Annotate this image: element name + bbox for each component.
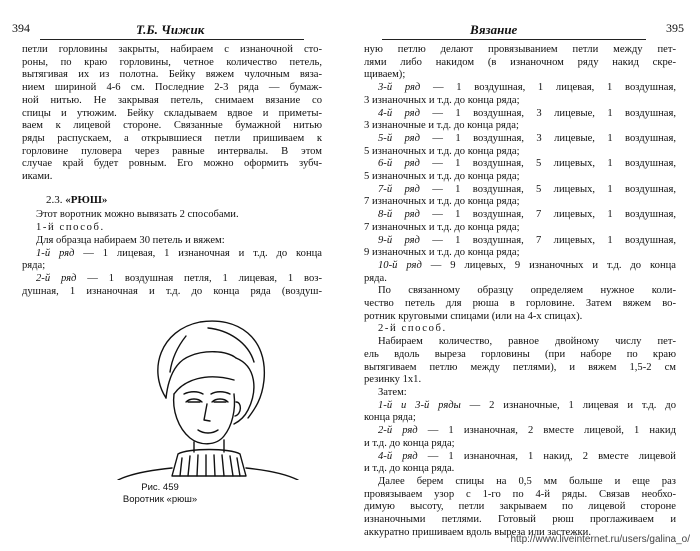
row-text: — 1 воздушная петля, 1 лицевая, 1 воз-	[76, 272, 322, 284]
rows-1-3-line	[364, 400, 676, 413]
text-line: ротник круговыми спицами (или на 4-х спицах).	[364, 310, 583, 322]
row-text: — 1 воздушная, 3 лицевые, 1 воздушная,	[419, 132, 676, 144]
then-line: Затем:	[378, 386, 407, 398]
figure-number: Рис. 459	[141, 482, 179, 493]
text-line: аккуратно пришиваем вдоль выреза или застежки.	[364, 526, 592, 538]
pattern-row-cont: 3 изнаночные и т.д. до конца ряда;	[364, 120, 519, 132]
text-line: чество петель для рюша в горловине. Затем вяжем во-	[364, 298, 676, 310]
row-text: — 1 воздушная, 3 лицевые, 1 воздушная,	[419, 107, 676, 119]
woman-ruffle-collar-illustration	[108, 310, 308, 480]
row-label: 5-й ряд	[378, 132, 420, 144]
row-label: 10-й ряд	[378, 259, 422, 271]
right-page	[350, 0, 700, 551]
row-text: — 1 воздушная, 7 лицевых, 1 воздушная,	[419, 209, 676, 221]
row-1-line	[22, 248, 322, 261]
pattern-row-cont: 7 изнаночных и т.д. до конца ряда;	[364, 221, 520, 233]
row-text: — 2 изнаночные, 1 лицевая и т.д. до	[460, 399, 676, 411]
text-line: Набираем количество, равное двойному числу пет-	[378, 336, 676, 348]
text-line: вытягиваем петлю между петлями), и вяжем 1,5-2 см	[364, 361, 676, 373]
text-line: роны, по краю горловины, четное количество петель,	[22, 56, 322, 68]
pattern-rows-list	[364, 82, 676, 260]
rows-1-3-cont: конца ряда;	[364, 412, 416, 424]
text-line: щиваем);	[364, 69, 406, 81]
right-page-number: 395	[666, 21, 684, 35]
row-text: — 1 воздушная, 5 лицевых, 1 воздушная,	[419, 158, 676, 170]
pattern-row-line	[364, 158, 676, 171]
text-line: изнаночными петлями. Готовый рюш проглаживаем и	[364, 514, 676, 526]
row-label: 6-й ряд	[378, 158, 420, 170]
pattern-row-cont: 5 изнаночных и т.д. до конца ряда;	[364, 171, 520, 183]
text-line: По связанному образцу определяем нужное коли-	[378, 285, 676, 297]
text-line: лями либо накидом (в изнаночном ряду накид скре-	[364, 56, 676, 68]
text-line: ель вдоль выреза горловины (при наборе по краю	[364, 348, 676, 360]
right-header-rule	[382, 39, 646, 40]
row-label: 8-й ряд	[378, 209, 420, 221]
text-line: ряды распускаем, а открывшиеся петли пришиваем к	[22, 132, 322, 144]
row-label: 4-й ряд	[378, 107, 420, 119]
pattern-row-cont: 5 изнаночных и т.д. до конца ряда;	[364, 145, 520, 157]
row-text: — 1 изнаночная, 1 накид, 2 вместе лицевой	[417, 450, 676, 462]
row-1-cont: ряда;	[22, 260, 46, 272]
figure-caption: Воротник «рюш»	[122, 494, 198, 505]
row-text: — 1 изнаночная, 2 вместе лицевой, 1 накид	[417, 425, 676, 437]
text-line: резинку 1x1.	[364, 374, 422, 386]
pattern-row-line	[364, 209, 676, 222]
left-text-block	[22, 44, 322, 298]
row-text: — 9 лицевых, 9 изнаночных и т.д. до конца	[421, 259, 676, 271]
left-running-header: Т.Б. Чижик	[136, 22, 205, 37]
row-label: 3-й ряд	[378, 82, 421, 94]
pattern-row-cont: 7 изнаночных и т.д. до конца ряда;	[364, 196, 520, 208]
row-label: 7-й ряд	[378, 183, 420, 195]
right-running-header: Вязание	[470, 22, 518, 37]
row-text: — 1 лицевая, 1 изнаночная и т.д. до конца	[74, 247, 322, 259]
text-line: петли горловины закрыты, набираем с изнаночной сто-	[22, 44, 322, 55]
row-label: 9-й ряд	[378, 234, 420, 246]
row-text: — 1 воздушная, 1 лицевая, 1 воздушная,	[420, 82, 676, 94]
left-header-rule	[40, 39, 304, 40]
text-line: Далее берем спицы на 0,5 мм больше и еще раз	[378, 475, 676, 487]
text-line: вытягивая их из полотна. Бейку вяжем чулочным вяза-	[22, 69, 322, 81]
text-line: случае край будет ровным. Его можно оформить зубч-	[22, 158, 322, 170]
left-para-1	[22, 44, 322, 184]
section-number: 2.3.	[46, 193, 66, 206]
section-title: «РЮШ»	[65, 193, 108, 206]
pattern-row-line	[364, 108, 676, 121]
text-line: димую высоту, петли закрываем по лицевой стороне	[364, 501, 676, 513]
row-2b-cont: и т.д. до конца ряда;	[364, 437, 455, 449]
row-text: — 1 воздушная, 7 лицевых, 1 воздушная,	[419, 234, 676, 246]
row-2-line	[22, 273, 322, 286]
row-label: 4-й ряд	[378, 450, 418, 462]
text-line: ваем к лицевой стороне. Связанные бумажной нитью	[22, 120, 322, 132]
right-text-block	[364, 44, 676, 539]
row-label: 1-й и 3-й ряды	[378, 399, 461, 411]
text-line: спицы и утюжим. Бейку складываем вдвое и приметы-	[22, 107, 322, 119]
row-label: 2-й ряд	[36, 272, 77, 284]
text-line: иками.	[22, 171, 53, 183]
cast-on-line: Для образца набираем 30 петель и вяжем:	[36, 234, 225, 246]
row-10-line	[364, 260, 676, 273]
row-2-cont: душная, 1 изнаночная и т.д. до конца ряда (воздуш-	[22, 285, 322, 297]
row-4b-line	[364, 451, 676, 464]
watermark-url[interactable]: http://www.liveinternet.ru/users/galina_o/	[510, 534, 690, 545]
intro-line: Этот воротник можно вывязать 2 способами.	[36, 209, 239, 221]
text-line: ную петлю делают провязыванием петли между пет-	[364, 44, 676, 55]
pattern-row-line	[364, 235, 676, 248]
row-label: 1-й ряд	[36, 247, 75, 259]
pattern-row-cont: 9 изнаночных и т.д. до конца ряда;	[364, 247, 520, 259]
text-line: нием шириной 4-6 см. Последние 2-3 ряда — бумаж-	[22, 82, 322, 94]
text-line: провязываем узор с 1-го по 4-й ряды. Связав необхо-	[364, 488, 676, 500]
method-1-heading: 1-й способ.	[36, 222, 105, 234]
pattern-row-line	[364, 82, 676, 95]
section-heading	[22, 194, 322, 207]
left-page-number: 394	[12, 21, 30, 35]
text-line: горловине пуловера через равные интервалы. В этом	[22, 145, 322, 157]
row-4b-cont: и т.д. до конца ряда.	[364, 463, 455, 475]
row-10-cont: ряда.	[364, 272, 387, 284]
method-2-heading: 2-й способ.	[378, 323, 447, 335]
row-2b-line	[364, 425, 676, 438]
row-text: — 1 воздушная, 5 лицевых, 1 воздушная,	[419, 183, 676, 195]
pattern-row-cont: 3 изнаночных и т.д. до конца ряда;	[364, 94, 520, 106]
pattern-row-line	[364, 133, 676, 146]
pattern-row-line	[364, 184, 676, 197]
row-label: 2-й ряд	[378, 425, 418, 437]
text-line: ной нитью. Не закрывая петель, снимаем вязание со	[22, 94, 322, 106]
